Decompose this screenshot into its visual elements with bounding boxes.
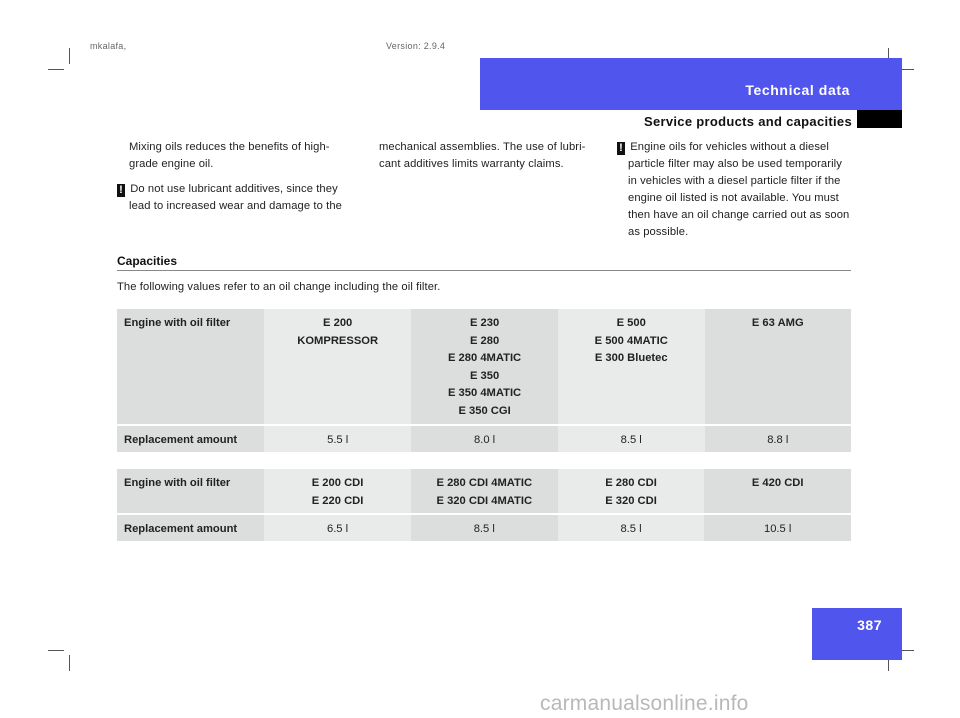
engine-name: E 320 CDI 4MATIC xyxy=(436,494,533,507)
engine-name: E 220 CDI xyxy=(311,494,364,507)
amount-cell: 8.5 l xyxy=(558,515,705,543)
capacities-heading: Capacities xyxy=(117,254,178,268)
text-line: cant additives limits warranty claims. xyxy=(379,158,564,170)
engine-cell xyxy=(411,469,558,515)
amount-cell: 8.8 l xyxy=(705,426,851,454)
engine-name: E 500 4MATIC xyxy=(594,334,668,347)
text-column-2 xyxy=(379,139,609,173)
print-meta-left: mkalafa, xyxy=(90,41,127,51)
page-number: 387 xyxy=(857,617,882,633)
engine-name: E 280 CDI 4MATIC xyxy=(436,477,533,489)
table-row xyxy=(117,309,851,426)
text-line: Engine oils for vehicles without a diesel xyxy=(630,141,829,153)
amount-cell: 8.5 l xyxy=(411,515,558,543)
amount-label-cell: Replacement amount xyxy=(117,426,264,454)
engine-name: E 200 xyxy=(323,317,353,329)
text-line: grade engine oil. xyxy=(129,158,214,170)
crop-mark xyxy=(69,655,70,671)
engine-name: E 63 AMG xyxy=(751,317,804,329)
engine-name: E 200 CDI xyxy=(311,477,364,489)
table-row xyxy=(117,426,851,454)
section-title: Technical data xyxy=(745,82,850,98)
text-line: mechanical assemblies. The use of lubri- xyxy=(379,141,586,153)
warning-line xyxy=(117,181,362,198)
warning-line xyxy=(617,139,857,156)
capacities-table-2 xyxy=(117,469,851,543)
engine-name: E 280 CDI xyxy=(605,477,657,489)
engine-cell xyxy=(411,309,558,426)
engine-name: E 500 xyxy=(616,317,646,329)
crop-mark xyxy=(69,48,70,64)
engine-cell xyxy=(264,309,411,426)
engine-name: E 350 4MATIC xyxy=(447,387,522,399)
engine-name: E 230 xyxy=(469,317,500,329)
text-line: Do not use lubricant additives, since they xyxy=(130,183,338,195)
engine-name: E 420 CDI xyxy=(751,477,804,489)
watermark: carmanualsonline.info xyxy=(540,692,749,715)
table-row xyxy=(117,469,851,515)
engine-cell xyxy=(264,469,411,515)
section-marker xyxy=(857,110,902,128)
amount-cell: 8.5 l xyxy=(558,426,705,454)
crop-mark xyxy=(48,650,64,651)
engine-cell xyxy=(705,309,851,426)
amount-cell: 5.5 l xyxy=(264,426,411,454)
amount-cell: 6.5 l xyxy=(264,515,411,543)
engine-cell xyxy=(704,469,851,515)
page-subtitle: Service products and capacities xyxy=(644,114,852,129)
text-line: Mixing oils reduces the benefits of high- xyxy=(129,141,330,153)
engine-name: E 280 4MATIC xyxy=(447,352,522,364)
engine-cell xyxy=(558,469,705,515)
text-line: as possible. xyxy=(628,226,689,238)
text-line: particle filter may also be used temporarily xyxy=(628,158,842,170)
warning-icon: ! xyxy=(117,184,125,197)
capacities-intro: The following values refer to an oil change including the oil filter. xyxy=(117,281,441,293)
text-line: engine oil listed is not available. You must xyxy=(628,192,839,204)
engine-name: E 280 xyxy=(469,334,500,347)
engine-label-cell: Engine with oil filter xyxy=(117,309,264,426)
crop-mark xyxy=(48,69,64,70)
warning-icon: ! xyxy=(617,142,625,155)
amount-label-cell: Replacement amount xyxy=(117,515,264,543)
amount-cell: 8.0 l xyxy=(411,426,558,454)
engine-cell xyxy=(558,309,705,426)
engine-name: E 350 xyxy=(469,369,500,382)
text-line: lead to increased wear and damage to the xyxy=(129,200,342,212)
capacities-table-1 xyxy=(117,309,851,454)
text-line: in vehicles with a diesel particle filter if the xyxy=(628,175,841,187)
engine-name: E 320 CDI xyxy=(605,494,657,507)
text-line: then have an oil change carried out as soon xyxy=(628,209,850,221)
heading-rule xyxy=(117,270,851,271)
print-meta-right: Version: 2.9.4 xyxy=(386,41,446,51)
amount-cell: 10.5 l xyxy=(704,515,851,543)
text-column-3 xyxy=(617,139,857,241)
engine-label-cell: Engine with oil filter xyxy=(117,469,264,515)
engine-name: E 300 Bluetec xyxy=(594,352,668,364)
engine-name: KOMPRESSOR xyxy=(297,334,379,347)
engine-name: E 350 CGI xyxy=(458,404,511,417)
page-number-box xyxy=(812,608,902,660)
table-row xyxy=(117,515,851,543)
text-column-1 xyxy=(117,139,362,215)
